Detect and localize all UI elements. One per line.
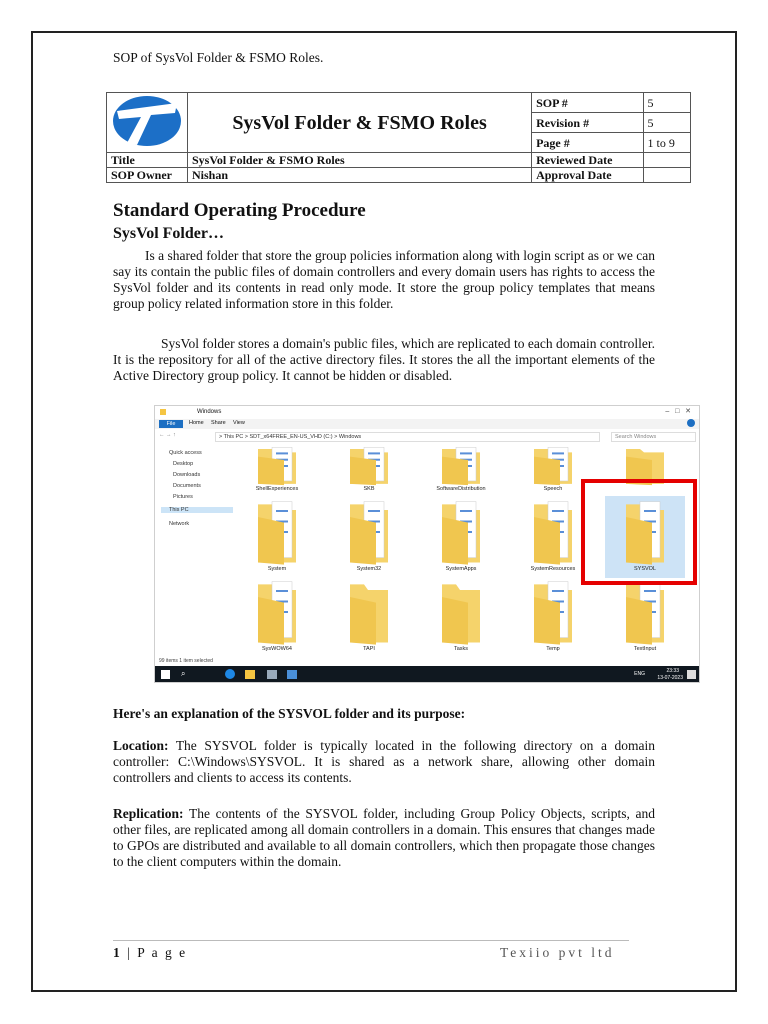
reviewed-date-label: Reviewed Date bbox=[532, 153, 643, 168]
folder-label: System bbox=[267, 566, 287, 572]
folder-skb[interactable] bbox=[329, 444, 409, 498]
folder-label: SKB bbox=[363, 486, 375, 492]
replication-label: Replication: bbox=[113, 806, 184, 821]
search-box: Search Windows bbox=[611, 432, 696, 442]
folder-icon bbox=[346, 444, 392, 486]
folder-label: SysWOW64 bbox=[262, 646, 292, 652]
location-paragraph bbox=[113, 738, 655, 786]
status-text: 99 items 1 item selected bbox=[159, 658, 213, 664]
nav-item-network: Network bbox=[169, 521, 190, 527]
address-bar bbox=[155, 430, 699, 442]
folder-systemapps[interactable] bbox=[421, 496, 501, 578]
location-text: The SYSVOL folder is typically located in the following directory on a domain controller: C:\Windows\SYSVOL. It is shared as a network share, allowing other domain controllers and clients to access its contents. bbox=[113, 738, 655, 785]
nav-item-desktop: Desktop bbox=[173, 461, 194, 467]
footer-page bbox=[113, 945, 187, 961]
company-logo bbox=[107, 93, 188, 153]
reviewed-date-value bbox=[643, 153, 690, 168]
folder-icon bbox=[530, 496, 576, 566]
ribbon-tab-file: File bbox=[159, 420, 183, 428]
explorer-taskbar-icon bbox=[245, 670, 255, 679]
ribbon-tab-view: View bbox=[233, 420, 245, 426]
folder-temp[interactable] bbox=[513, 576, 593, 658]
page-value: 1 to 9 bbox=[643, 133, 690, 153]
folder-icon bbox=[438, 444, 484, 486]
folder-icon bbox=[530, 444, 576, 486]
folder-icon bbox=[622, 576, 668, 646]
ribbon-tab-share: Share bbox=[211, 420, 226, 426]
logo-icon bbox=[107, 93, 187, 149]
folder-label: System32 bbox=[356, 566, 382, 572]
window-controls-icon: – □ ✕ bbox=[665, 408, 691, 415]
folder-label: SystemResources bbox=[530, 566, 576, 572]
folder-tapi[interactable] bbox=[329, 576, 409, 658]
status-bar bbox=[155, 657, 699, 666]
folder-icon bbox=[160, 409, 166, 415]
explorer-titlebar bbox=[155, 406, 699, 419]
title-value: SysVol Folder & FSMO Roles bbox=[188, 153, 532, 168]
folder-icon bbox=[254, 496, 300, 566]
replication-text: The contents of the SYSVOL folder, including Group Policy Objects, scripts, and other files, are replicated among all domain controllers in a domain. This ensures that changes made to GPOs are distributed and available to all domain controllers, which then propagate those changes to the client computers within the domain. bbox=[113, 806, 655, 869]
folder-icon bbox=[254, 576, 300, 646]
folder-system32[interactable] bbox=[329, 496, 409, 578]
title-label: Title bbox=[107, 153, 188, 168]
owner-label: SOP Owner bbox=[107, 168, 188, 183]
window-title: Windows bbox=[197, 409, 222, 415]
nav-item-pictures: Pictures bbox=[173, 494, 193, 500]
revision-label: Revision # bbox=[532, 113, 643, 133]
address-path: > This PC > SDT_x64FREE_EN-US_VHD (C:) > Windows bbox=[215, 432, 600, 442]
sysvol-highlight-box bbox=[581, 479, 697, 585]
footer-page-word: | P a g e bbox=[127, 945, 188, 960]
folder-label: TAPI bbox=[363, 646, 375, 652]
app-icon bbox=[287, 670, 297, 679]
nav-item-downloads: Downloads bbox=[173, 472, 201, 478]
folder-label: Tasks bbox=[453, 646, 469, 652]
notification-icon bbox=[687, 670, 696, 679]
folder-label: Temp bbox=[546, 646, 560, 652]
replication-paragraph bbox=[113, 806, 655, 870]
start-icon bbox=[161, 670, 170, 679]
tray-language: ENG bbox=[634, 671, 645, 677]
paragraph-1: Is a shared folder that store the group policies information along with login script as or we can say its contain the public files of domain controllers and every domain users has rights to access the SysVol folder and its contents in read only mode. It store the group policy templates that means group policy related information store in this folder. bbox=[113, 248, 655, 311]
footer-page-number: 1 bbox=[113, 945, 122, 960]
folder-label: SYSVOL bbox=[633, 566, 656, 572]
folder-textinput[interactable] bbox=[605, 576, 685, 658]
approval-date-value bbox=[643, 168, 690, 183]
location-label: Location: bbox=[113, 738, 169, 753]
tray-date: 13-07-2023 bbox=[657, 675, 683, 681]
nav-item-this-pc: This PC bbox=[161, 507, 233, 513]
approval-date-label: Approval Date bbox=[532, 168, 643, 183]
nav-item-quick-access: Quick access bbox=[169, 450, 202, 456]
folder-label: SoftwareDistribution bbox=[436, 486, 486, 492]
folder-softwaredistribution[interactable] bbox=[421, 444, 501, 498]
page-label: Page # bbox=[532, 133, 643, 153]
document-title: SysVol Folder & FSMO Roles bbox=[188, 93, 532, 153]
explorer-ribbon bbox=[155, 419, 699, 429]
running-header: SOP of SysVol Folder & FSMO Roles. bbox=[113, 50, 324, 65]
subsection-title: SysVol Folder… bbox=[113, 225, 224, 242]
folder-icon bbox=[346, 496, 392, 566]
section-title: Standard Operating Procedure bbox=[113, 200, 366, 221]
nav-arrows-icon: ← → ↑ bbox=[159, 432, 176, 438]
folder-shellexperiences[interactable] bbox=[237, 444, 317, 498]
revision-value: 5 bbox=[643, 113, 690, 133]
folder-icon bbox=[530, 576, 576, 646]
help-icon bbox=[687, 419, 695, 427]
search-icon: ⌕ bbox=[181, 669, 186, 678]
paragraph-2: SysVol folder stores a domain's public files, which are replicated to each domain controller. It is the repository for all of the active directory files. It stores the all the important elements of the Active Directory group policy. It cannot be hidden or disabled. bbox=[113, 336, 655, 383]
folder-label: SystemApps bbox=[445, 566, 477, 572]
footer-company: Texiio pvt ltd bbox=[500, 945, 615, 960]
folder-label: TextInput bbox=[633, 646, 657, 652]
ribbon-tab-home: Home bbox=[189, 420, 204, 426]
tray-time: 23:33 bbox=[666, 668, 679, 674]
taskbar bbox=[155, 666, 699, 683]
folder-label: Speech bbox=[543, 486, 563, 492]
explanation-heading: Here's an explanation of the SYSVOL folder and its purpose: bbox=[113, 706, 466, 721]
folder-icon bbox=[438, 496, 484, 566]
edge-icon bbox=[225, 669, 235, 679]
sop-label: SOP # bbox=[532, 93, 643, 113]
folder-label: ShellExperiences bbox=[255, 486, 299, 492]
folder-icon bbox=[438, 576, 484, 646]
sop-value: 5 bbox=[643, 93, 690, 113]
nav-pane bbox=[155, 444, 230, 662]
folder-system[interactable] bbox=[237, 496, 317, 578]
folder-syswow64[interactable] bbox=[237, 576, 317, 658]
footer-rule bbox=[113, 940, 629, 941]
server-manager-icon bbox=[267, 670, 277, 679]
folder-icon bbox=[254, 444, 300, 486]
nav-item-documents: Documents bbox=[173, 483, 201, 489]
owner-value: Nishan bbox=[188, 168, 532, 183]
folder-tasks[interactable] bbox=[421, 576, 501, 658]
sop-header-table bbox=[106, 92, 691, 183]
folder-icon bbox=[346, 576, 392, 646]
